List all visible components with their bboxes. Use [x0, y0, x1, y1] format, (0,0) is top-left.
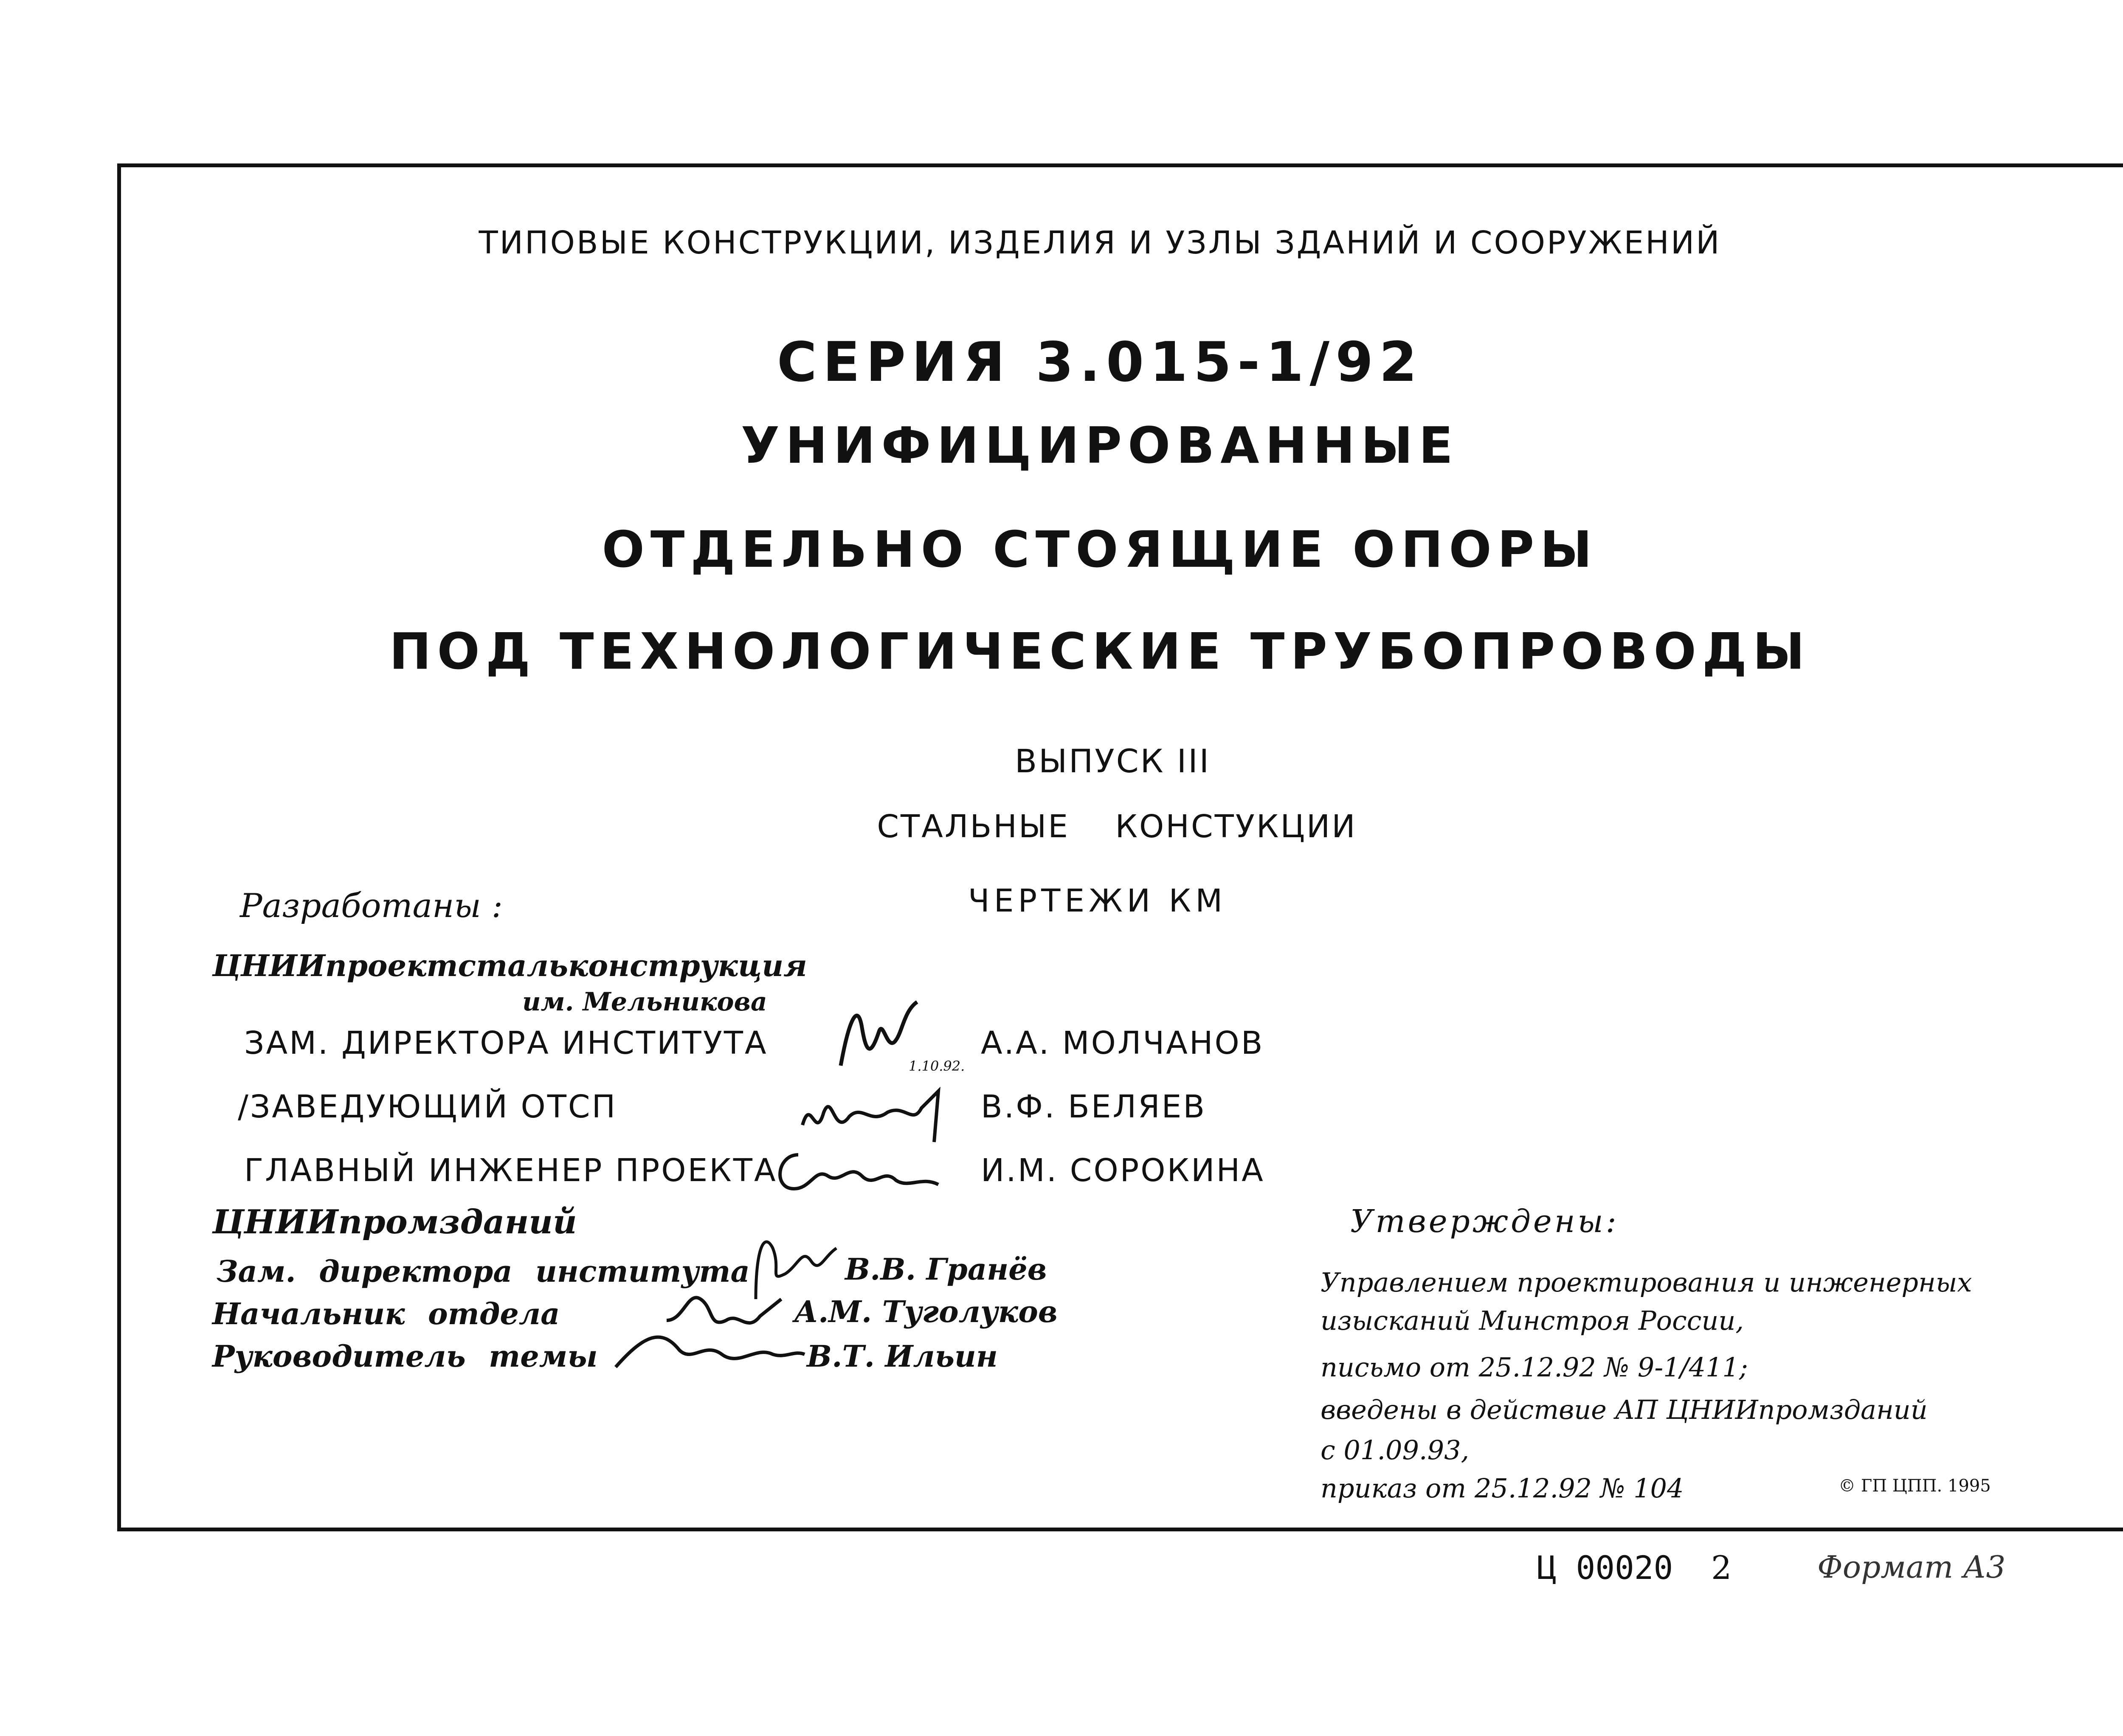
approved-line-5: с 01.09.93, — [1321, 1435, 1470, 1466]
approved-line-1: Управлением проектирования и инженерных — [1321, 1267, 1972, 1298]
drawings-label: ЧЕРТЕЖИ КМ — [968, 883, 1227, 919]
issue-label: ВЫПУСК III — [1014, 742, 1211, 780]
org2-person-2: А.М. Туголуков — [794, 1294, 1058, 1329]
org1-name-line2: им. Мельникова — [522, 987, 767, 1017]
collection-heading: ТИПОВЫЕ КОНСТРУКЦИИ, ИЗДЕЛИЯ И УЗЛЫ ЗДАНИЙ И СООРУЖЕНИЙ — [479, 225, 1721, 261]
org1-person-3: И.М. СОРОКИНА — [981, 1152, 1265, 1189]
org1-person-1: А.А. МОЛЧАНОВ — [981, 1025, 1264, 1061]
approved-line-3: письмо от 25.12.92 № 9-1/411; — [1321, 1352, 1748, 1383]
org1-role-3: ГЛАВНЫЙ ИНЖЕНЕР ПРОЕКТА — [244, 1152, 777, 1189]
sheet-number: 2 — [1711, 1549, 1732, 1587]
org2-role-2: Начальник отдела — [212, 1296, 560, 1331]
org2-role-1: Зам. директора института — [217, 1254, 750, 1289]
signature-sorokina — [769, 1138, 947, 1206]
org2-name: ЦНИИпромзданий — [212, 1203, 577, 1241]
paper-format: Формат А3 — [1817, 1549, 2006, 1585]
subject-label: СТАЛЬНЫЕ КОНСТУКЦИИ — [877, 808, 1357, 845]
org1-role-1: ЗАМ. ДИРЕКТОРА ИНСТИТУТА — [244, 1025, 768, 1061]
org1-name: ЦНИИпроектстальконструкция — [212, 948, 807, 983]
signature-date: 1.10.92. — [909, 1058, 965, 1074]
org2-person-3: В.Т. Ильин — [807, 1339, 998, 1374]
org2-person-1: В.В. Гранёв — [845, 1252, 1047, 1287]
title-line-2: ОТДЕЛЬНО СТОЯЩИЕ ОПОРЫ — [602, 520, 1598, 579]
signature-ilin — [611, 1325, 807, 1376]
org2-role-3: Руководитель темы — [212, 1339, 598, 1374]
document-code: Ц 00020 — [1537, 1549, 1673, 1587]
org1-role-2: /ЗАВЕДУЮЩИЙ ОТСП — [238, 1089, 617, 1125]
approved-line-4: введены в действие АП ЦНИИпромзданий — [1321, 1394, 1928, 1425]
org1-person-2: В.Ф. БЕЛЯЕВ — [981, 1089, 1207, 1125]
title-line-1: УНИФИЦИРОВАННЫЕ — [741, 416, 1459, 475]
copyright-notice: © ГП ЦПП. 1995 — [1839, 1476, 1991, 1496]
title-line-3: ПОД ТЕХНОЛОГИЧЕСКИЕ ТРУБОПРОВОДЫ — [389, 622, 1811, 681]
approved-line-6: приказ от 25.12.92 № 104 — [1321, 1473, 1684, 1504]
developed-label: Разработаны : — [240, 887, 503, 925]
approved-line-2: изысканий Минстроя России, — [1321, 1305, 1744, 1336]
series-title: СЕРИЯ 3.015-1/92 — [777, 331, 1423, 394]
approved-label: Утверждены: — [1350, 1203, 1619, 1240]
